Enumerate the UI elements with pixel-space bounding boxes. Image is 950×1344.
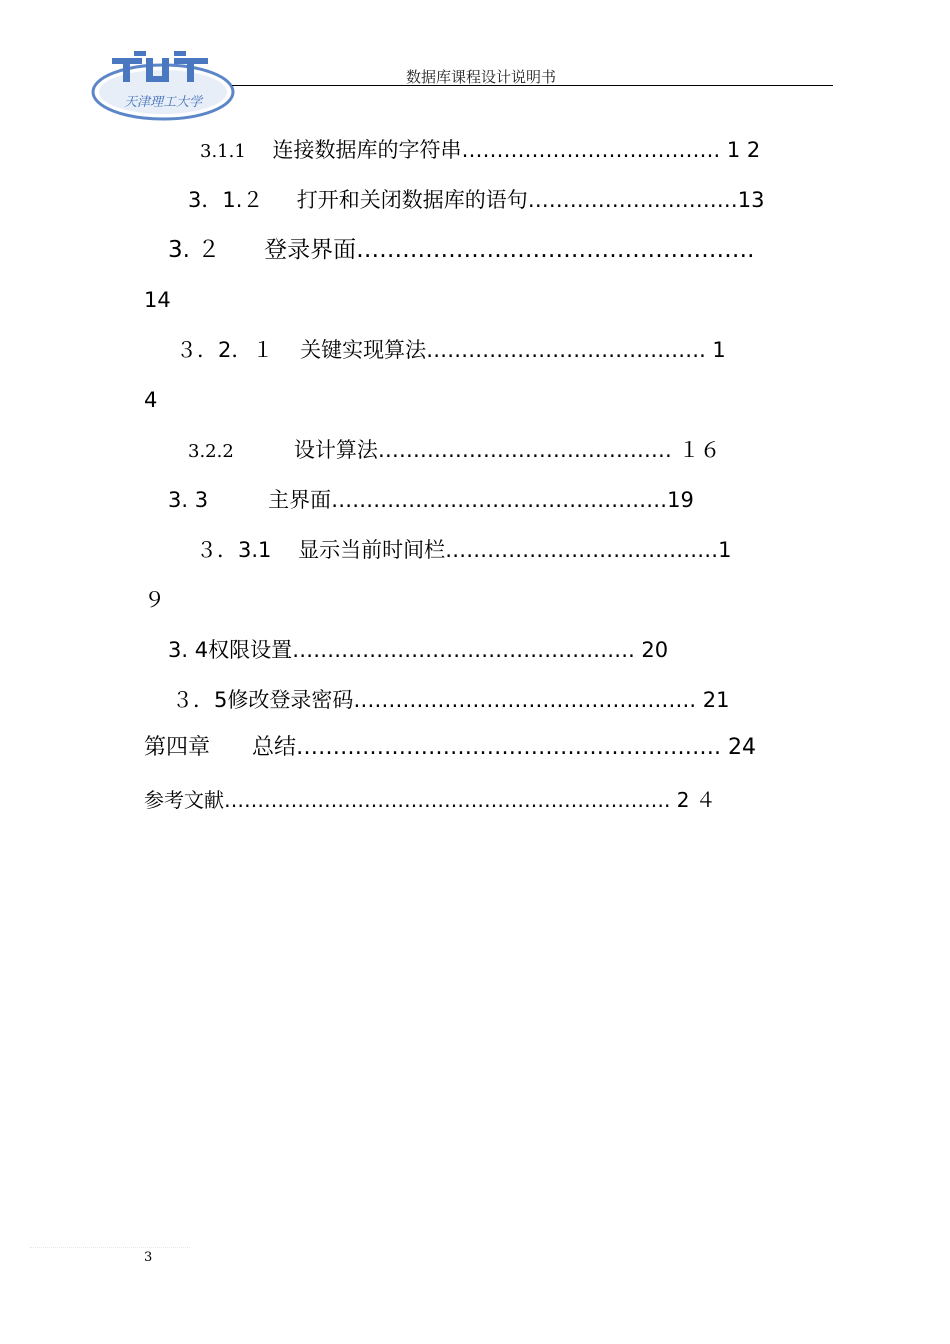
page-number: 3 [144, 1250, 153, 1265]
toc-title: 修改登录密码 [227, 688, 354, 712]
toc-leader-dots: ………………………………………………… [296, 735, 714, 760]
toc-entry-3-2-1-page-wrap [144, 386, 157, 414]
toc-title: 打开和关闭数据库的语句 [296, 188, 528, 212]
toc-page: . 20 [628, 638, 669, 662]
toc-page: 1 [718, 538, 732, 562]
document-header-title: 数据库课程设计说明书 [406, 68, 557, 86]
toc-title: 设计算法 [293, 438, 378, 462]
university-logo [90, 46, 236, 122]
toc-leader-dots: ………………………………………………………… [224, 788, 664, 812]
toc-title: 主界面 [268, 488, 332, 512]
toc-page: 4 [144, 388, 158, 412]
toc-entry-3-2-2[interactable]: 3.2.2 设计算法…………………………………… １６ [188, 438, 721, 462]
toc-title: 显示当前时间栏 [298, 538, 446, 562]
toc-title: 登录界面 [264, 237, 357, 263]
toc-entry-3-5[interactable]: ３．5修改登录密码…………………………………………. 21 [172, 688, 730, 712]
toc-leader-dots: ……………………………… [461, 138, 714, 162]
footer-divider [30, 1247, 190, 1248]
toc-page: . 1 2 [713, 138, 761, 162]
header-divider [232, 85, 833, 86]
toc-title: 参考文献 [144, 788, 224, 812]
toc-title: 连接数据库的字符串 [272, 138, 462, 162]
toc-leader-dots: ………………………………… [426, 338, 700, 362]
toc-page: 14 [144, 288, 171, 312]
toc-leader-dots: ………………………………………… [353, 688, 690, 712]
toc-title: 总结 [251, 735, 296, 760]
toc-page: ９ [144, 588, 165, 612]
toc-page: . 21 [689, 688, 730, 712]
toc-entry-3-2-page-wrap [144, 286, 171, 314]
toc-leader-dots: …………………………………… [377, 438, 672, 462]
toc-page: . 2 ４ [664, 788, 716, 812]
toc-leader-dots: ………………………………………… [292, 638, 629, 662]
toc-page: . 1 [699, 338, 726, 362]
toc-leader-dots: …………………………………………… [356, 237, 748, 263]
toc-entry-3-1-1[interactable]: 3.1.1 连接数据库的字符串………………………………. 1 2 [200, 138, 761, 162]
toc-entry-references[interactable] [144, 786, 716, 814]
toc-entry-3-2[interactable]: 3. ２ 登录界面……………………………………………. [168, 237, 755, 263]
toc-page: １６ [671, 438, 721, 462]
toc-entry-3-2-1[interactable]: ３．2．１ 关键实现算法…………………………………. 1 [176, 338, 726, 362]
svg-text:天津理工大学: 天津理工大学 [123, 95, 203, 110]
toc-entry-chapter-4[interactable]: 第四章 总结…………………………………………………. 24 [144, 735, 756, 760]
toc-page: 13 [737, 188, 765, 212]
toc-page: . 24 [714, 735, 756, 760]
toc-entry-3-3-1[interactable]: ３．3.1 显示当前时间栏…………………………………1 [196, 538, 732, 562]
toc-leader-dots: ………………………………………… [331, 488, 668, 512]
toc-title: 关键实现算法 [300, 338, 427, 362]
toc-page: 19 [667, 488, 694, 512]
toc-page: . [747, 237, 755, 263]
toc-entry-3-3[interactable]: 3. 3 主界面…………………………………………19 [168, 488, 694, 512]
toc-entry-3-4[interactable]: 3. 4权限设置…………………………………………. 20 [168, 638, 669, 662]
toc-entry-3-3-1-page-wrap [144, 586, 165, 614]
toc-leader-dots: ………………………………… [445, 538, 719, 562]
toc-leader-dots: ………………………… [527, 188, 738, 212]
toc-title: 权限设置 [208, 638, 293, 662]
toc-entry-3-1-2[interactable]: 3．1.２ 打开和关闭数据库的语句…………………………13 [188, 188, 765, 212]
